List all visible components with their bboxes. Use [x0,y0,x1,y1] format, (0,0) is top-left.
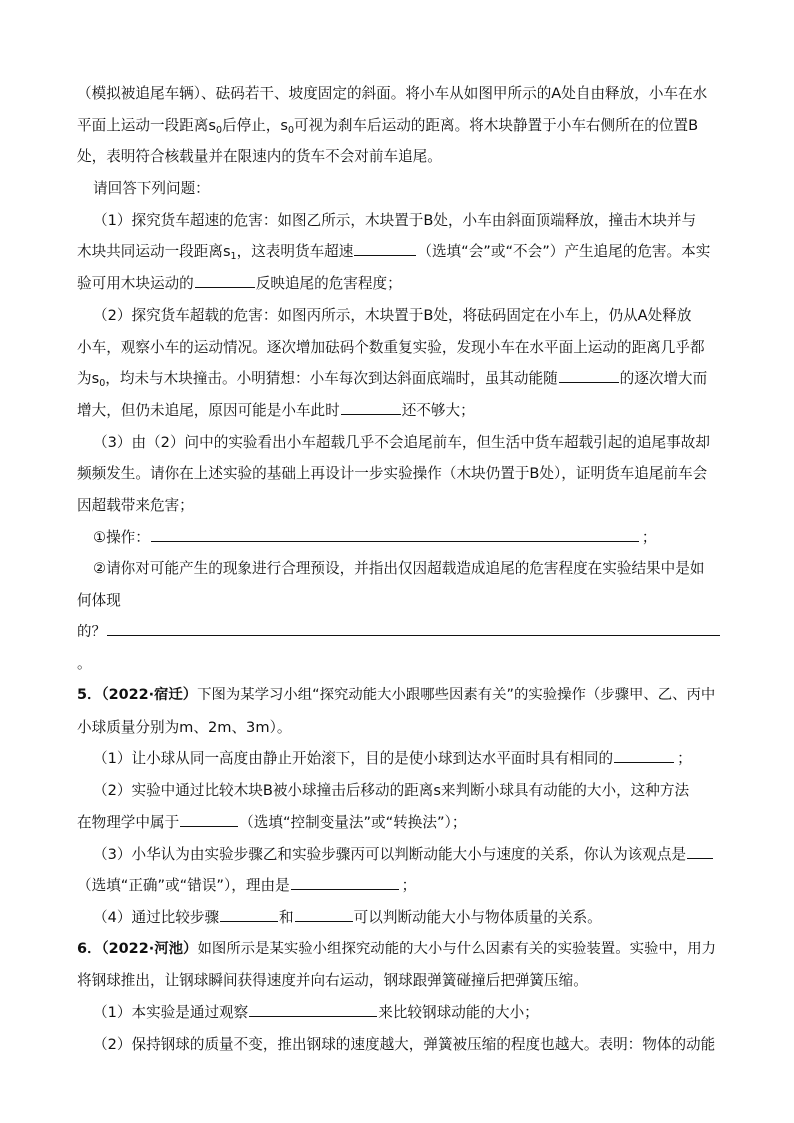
text: 反映追尾的危害程度； [255,275,402,293]
answer-blank[interactable] [614,748,674,763]
q4-end-line [77,648,719,680]
text: 木块共同运动一段距离s [77,243,231,261]
q5-sub2-line-2 [77,807,719,839]
text: （选填“会”或“不会”）产生追尾的危害。本实 [417,243,711,261]
text: 处，表明符合核载量并在限速内的货车不会对前车追尾。 [77,148,442,166]
text: （3）由（2）问中的实验看出小车超载几乎不会追尾前车，但生活中货车超载引起的追尾事故却 [93,433,710,451]
text: ，这表明货车超速 [236,243,354,261]
q4-sub3-line-3 [77,490,719,522]
text: 将钢球推出，让钢球瞬间获得速度并向右运动，钢球跟弹簧碰撞后把弹簧压缩。 [77,972,588,990]
text: ； [641,528,657,546]
q4-sub3-line-1 [77,427,719,459]
q5-sub3-line-1 [77,839,719,871]
q4-intro-line-2 [77,110,719,142]
text: 为s [77,370,100,388]
q6-line-1 [77,934,719,966]
q5-sub3-line-2 [77,870,719,902]
text: （2）实验中通过比较木块B被小球撞击后移动的距离s来判断小球具有动能的大小，这种方法 [93,782,690,800]
answer-blank[interactable] [559,368,619,383]
text: 小车，观察小车的运动情况。逐次增加砝码个数重复实验，发现小车在水平面上运动的距离几乎都 [77,338,705,356]
text: 平面上运动一段距离s [77,116,216,134]
text: （4）通过比较步骤 [93,908,220,926]
subscript: 0 [99,378,106,390]
text: 何体现 [77,592,121,609]
answer-blank[interactable] [220,907,278,922]
text: 验可用木块运动的 [77,275,194,293]
text: 因超载带来危害； [77,496,194,514]
q4-sub2-line-2 [77,332,719,364]
text: （2）探究货车超载的危害：如图丙所示，木块置于B处，将砝码固定在小车上，仍从A处释放 [93,306,692,324]
text: 可以判断动能大小与物体质量的关系。 [353,908,602,926]
q4-sub3-operation [77,522,719,554]
answer-blank[interactable] [295,907,353,922]
text: ； [401,877,417,895]
text: （1）让小球从同一高度由静止开始滚下，目的是使小球到达水平面时具有相同的 [93,750,614,768]
q4-sub2-line-4 [77,395,719,427]
text: （3）小华认为由实验步骤乙和实验步骤丙可以判断动能大小与速度的关系，你认为该观点是 [93,845,687,863]
answer-blank[interactable] [291,875,399,890]
answer-blank[interactable] [354,241,416,256]
q6-sub1 [77,997,719,1029]
q5-line-2 [77,712,719,744]
text: 还不够大； [401,401,475,419]
text: 在物理学中属于 [77,813,180,831]
q4-sub1-line-1 [77,205,719,237]
q5-line-1 [77,680,719,712]
text: 来比较钢球动能的大小； [378,1003,539,1021]
text: （模拟被追尾车辆）、砝码若干、坡度固定的斜面。将小车从如图甲所示的A处自由释放，小车在水 [77,85,708,102]
subscript: 0 [215,124,222,136]
subscript: 0 [287,124,295,136]
text: 下图为某学习小组“探究动能大小跟哪些因素有关”的实验操作（步骤甲、乙、丙中 [197,687,716,704]
q5-sub1 [77,743,719,775]
text: （选填“正确”或“错误”），理由是 [77,877,290,895]
q4-sub1-line-3 [77,268,719,300]
q4-sub3-prediction-line-3 [77,617,719,649]
q4-intro-line-1 [77,78,719,110]
text: 频频发生。请你在上述实验的基础上再设计一步实验操作（木块仍置于B处），证明货车追尾前车会 [77,465,708,483]
text: 增大，但仍未追尾，原因可能是小车此时 [77,401,340,419]
text: （1）探究货车超速的危害：如图乙所示，木块置于B处，小车由斜面顶端释放，撞击木块并与 [93,211,697,229]
q4-sub3-prediction-line-1 [77,553,719,585]
text: 请回答下列问题： [93,180,210,198]
answer-blank[interactable] [341,400,401,415]
question-source: （2022·宿迁） [101,687,198,704]
subscript: 1 [230,251,237,263]
text: ②请你对可能产生的现象进行合理预设，并指出仅因超载造成追尾的危害程度在实验结果中是如 [93,560,705,578]
text: ，均未与木块撞击。小明猜想：小车每次到达斜面底端时，虽其动能随 [105,370,558,388]
text: 如图所示是某实验小组探究动能的大小与什么因素有关的实验装置。实验中，用力 [197,940,717,957]
text: （1）本实验是通过观察 [93,1003,249,1021]
q4-sub2-line-3 [77,363,719,395]
text: 可视为刹车后运动的距离。将木块静置于小车右侧所在的位置B [294,116,699,134]
text: 的逐次增大而 [619,370,708,388]
q4-sub1-line-2 [77,236,719,268]
answer-blank[interactable] [195,273,255,288]
text: ； [677,750,692,768]
answer-blank[interactable] [249,1002,377,1017]
text: 。 [77,655,92,673]
answer-blank[interactable] [180,812,238,827]
question-number: 6． [77,940,102,957]
q5-sub2-line-1 [77,775,719,807]
text: 和 [279,908,294,926]
question-source: （2022·河池） [101,940,198,957]
q4-sub2-line-1 [77,300,719,332]
text: 的？ [77,623,106,640]
q4-sub3-prediction-line-2 [77,585,719,617]
answer-blank[interactable] [151,527,639,542]
text: ①操作： [93,528,150,546]
q6-line-2 [77,965,719,997]
q6-sub2 [77,1029,719,1061]
answer-blank[interactable] [107,621,720,636]
text: （2）保持钢球的质量不变，推出钢球的速度越大，弹簧被压缩的程度也越大。表明：物体的动能 [93,1035,716,1053]
question-number: 5． [77,687,102,704]
q4-intro-line-3 [77,141,719,173]
answer-blank[interactable] [687,844,713,859]
document-content [77,78,719,1060]
q5-sub4 [77,902,719,934]
text: 小球质量分别为m、2m、3m）。 [77,718,292,736]
text: （选填“控制变量法”或“转换法”）； [239,813,467,831]
q4-prompt [77,173,719,205]
text: 后停止，s [222,116,288,134]
q4-sub3-line-2 [77,458,719,490]
